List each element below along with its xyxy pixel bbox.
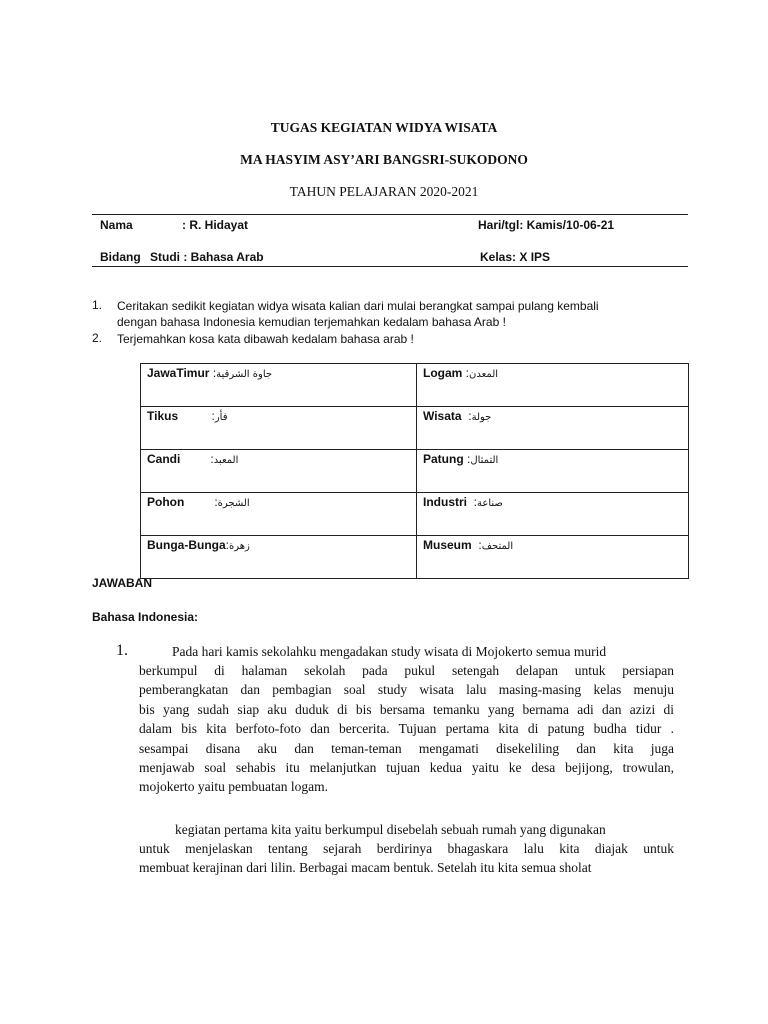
vocab-word: Bunga-Bunga: [147, 538, 226, 552]
instruction-1-line-2: dengan bahasa Indonesia kemudian terjemahkan kedalam bahasa Arab !: [117, 315, 506, 329]
info-bottom-rule: [92, 266, 688, 267]
table-cell: [417, 364, 689, 407]
table-cell: [417, 493, 689, 536]
vocab-arabic: جاوة الشرقية: [216, 369, 273, 380]
vocab-word: Candi: [147, 452, 181, 466]
date-field: Hari/tgl: Kamis/10-06-21: [478, 218, 615, 232]
table-row: [141, 407, 689, 450]
table-cell: [417, 407, 689, 450]
vocab-separator: :: [178, 409, 215, 423]
vocab-word: Tikus: [147, 409, 179, 423]
answer-paragraph-line: mojokerto yaitu pembuatan logam.: [139, 779, 328, 794]
vocab-arabic: التمثال: [470, 455, 499, 466]
vocab-word: JawaTimur: [147, 366, 210, 380]
vocab-separator: :: [467, 495, 478, 509]
table-row: [141, 450, 689, 493]
table-cell: [417, 450, 689, 493]
table-cell: [141, 536, 417, 579]
answer-paragraph-line: sesampai disana aku dan teman-teman mengamati disekeliling dan kita juga: [139, 741, 674, 756]
vocab-separator: :: [180, 452, 214, 466]
answer-paragraph-line: dalam bis kita berfoto-foto dan bercerita. Tujuan pertama kita di patung budha tidur .: [139, 721, 674, 736]
kelas-field: Kelas: X IPS: [480, 250, 551, 264]
school-name: MA HASYIM ASY’ARI BANGSRI-SUKODONO: [240, 152, 528, 167]
table-row: [141, 536, 689, 579]
vocab-separator: :: [462, 366, 470, 380]
answer-heading: JAWABAN: [92, 576, 153, 590]
vocab-word: Industri: [423, 495, 467, 509]
bidang-label: Bidang: [100, 250, 141, 264]
answer-subheading: Bahasa Indonesia:: [92, 610, 199, 624]
instruction-number: 2.: [92, 331, 103, 345]
answer-paragraph-line: menjawab soal sehabis itu melanjutkan tujuan kedua yaitu ke desa bejijong, trowulan,: [139, 760, 674, 775]
answer-paragraph-line: berkumpul di halaman sekolah pada pukul setengah delapan untuk persiapan: [139, 663, 674, 678]
vocab-arabic: جولة: [471, 412, 492, 423]
answer-paragraph-line: bis yang sudah siap aku duduk di bis bersama temanku yang bernama adi dan azizi di: [139, 702, 674, 717]
vocab-word: Wisata: [423, 409, 462, 423]
bidang-value: Studi : Bahasa Arab: [150, 250, 264, 264]
document-title: TUGAS KEGIATAN WIDYA WISATA: [270, 120, 498, 135]
table-cell: [141, 450, 417, 493]
vocab-arabic: الشجرة: [217, 498, 250, 509]
instruction-2-line-1: Terjemahkan kosa kata dibawah kedalam bahasa arab !: [117, 332, 414, 346]
table-cell: [141, 364, 417, 407]
table-cell: [141, 407, 417, 450]
academic-year: TAHUN PELAJARAN 2020-2021: [289, 184, 479, 199]
vocab-arabic: المعبد: [213, 455, 239, 466]
vocab-arabic: زهرة: [229, 541, 250, 552]
info-top-rule: [92, 214, 688, 215]
vocab-separator: :: [209, 366, 217, 380]
instruction-1-line-1: Ceritakan sedikit kegiatan widya wisata kalian dari mulai berangkat sampai pulang kembali: [117, 299, 599, 313]
vocab-separator: :: [461, 409, 472, 423]
vocab-separator: :: [463, 452, 471, 466]
table-row: [141, 364, 689, 407]
table-cell: [417, 536, 689, 579]
vocabulary-table: [140, 363, 689, 579]
table-cell: [141, 493, 417, 536]
answer-paragraph-line: untuk menjelaskan tentang sejarah berdirinya bhagaskara lalu kita diajak untuk: [139, 841, 674, 856]
instruction-number: 1.: [92, 298, 103, 312]
vocab-word: Patung: [423, 452, 464, 466]
answer-number: 1.: [116, 642, 128, 659]
table-row: [141, 493, 689, 536]
vocab-separator: :: [184, 495, 218, 509]
nama-label: Nama: [100, 218, 133, 232]
vocab-separator: :: [471, 538, 482, 552]
vocab-word: Logam: [423, 366, 463, 380]
answer-paragraph-line: pemberangkatan dan pembagian soal study wisata lalu masing-masing kelas menuju: [139, 682, 674, 697]
answer-paragraph-line: kegiatan pertama kita yaitu berkumpul disebelah sebuah rumah yang digunakan: [175, 822, 606, 837]
vocab-separator: :: [225, 538, 229, 552]
answer-paragraph-line: membuat kerajinan dari lilin. Berbagai macam bentuk. Setelah itu kita semua sholat: [139, 860, 592, 875]
vocab-arabic: المتحف: [481, 541, 514, 552]
nama-value: : R. Hidayat: [182, 218, 249, 232]
vocab-arabic: صناعة: [477, 498, 503, 509]
vocab-arabic: فأر: [214, 412, 228, 423]
vocab-arabic: المعدن: [469, 369, 499, 380]
vocab-word: Museum: [423, 538, 472, 552]
vocab-word: Pohon: [147, 495, 185, 509]
answer-paragraph-line: Pada hari kamis sekolahku mengadakan study wisata di Mojokerto semua murid: [172, 644, 607, 659]
